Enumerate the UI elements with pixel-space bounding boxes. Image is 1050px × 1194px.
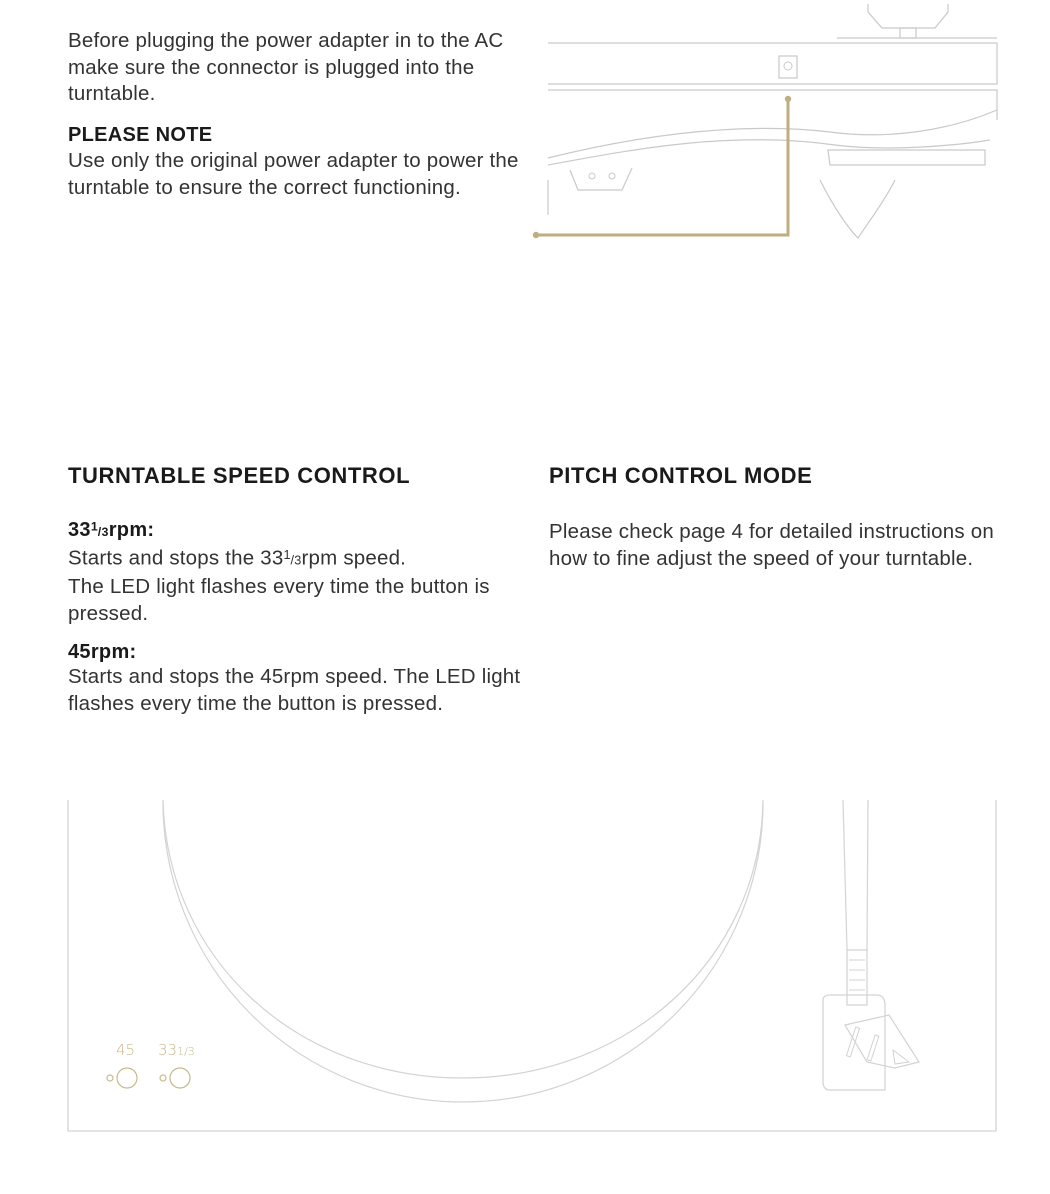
button-label-33: 331/3 [158,1041,195,1059]
speed-45-label: 45rpm: [68,641,137,664]
speed-45-description: Starts and stops the 45rpm speed. The LED light flashes every time the button is pressed. [68,665,521,715]
please-note-text: Use only the original power adapter to power the turntable to ensure the correct functioning. [68,149,519,199]
pitch-control-text: Please check page 4 for detailed instructions on how to fine adjust the speed of your turntable. [549,520,994,570]
speed-33-label: $33^1/3rpm$: [68,519,155,541]
pitch-control-heading: PITCH CONTROL MODE [549,463,813,488]
speed-control-section [68,463,538,717]
turntable-top-view-illustration [67,800,999,1134]
turntable-side-view-illustration [530,0,990,245]
button-label-45: 45 [116,1041,136,1059]
power-intro-text: Before plugging the power adapter in to the AC make sure the connector is plugged into the turntable. [68,29,504,105]
speed-control-heading: TURNTABLE SPEED CONTROL [68,463,411,488]
please-note-heading: PLEASE NOTE [68,123,213,146]
speed-33-description: Starts and stops the $33^1/3rpm$ speed. The LED light flashes every time the button is pressed. [68,546,490,625]
pitch-control-section [549,463,999,572]
power-instructions [68,28,523,201]
